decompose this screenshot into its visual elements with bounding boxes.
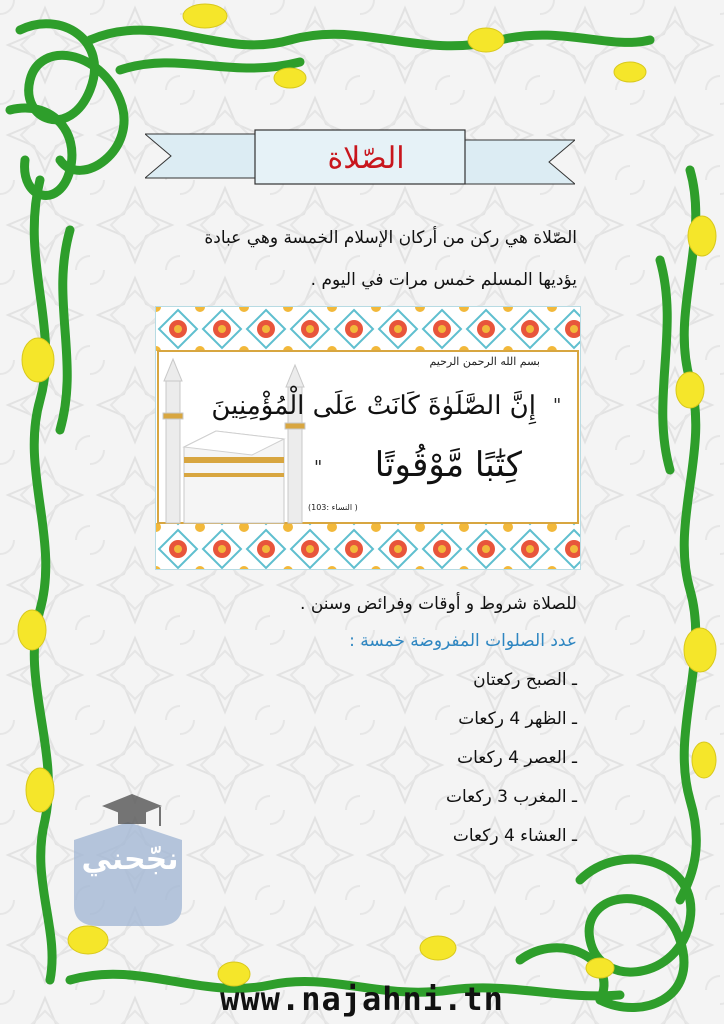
list-item: ـ الظهر 4 ركعات (458, 709, 577, 729)
prayers-list (277, 668, 577, 863)
conditions-line: للصلاة شروط و أوقات وفرائض وسنن . (300, 594, 577, 614)
list-item: ـ العصر 4 ركعات (457, 748, 577, 768)
website-url[interactable]: www.najahni.tn (220, 980, 504, 1018)
prayers-heading: عدد الصلوات المفروضة خمسة : (349, 631, 577, 651)
graduation-cap-icon (102, 794, 162, 826)
kaaba-icon (184, 431, 284, 523)
minaret-right (285, 365, 305, 523)
page-title: الصّلاة (327, 140, 405, 176)
list-item: ـ العشاء 4 ركعات (452, 826, 577, 846)
verse-line-2: كِتَٰبًا مَّوْقُوتًا (374, 445, 522, 485)
verse-line-1: إِنَّ الصَّلَوٰةَ كَانَتْ عَلَى الْمُؤْمِنِينَ (211, 391, 536, 421)
basmala-text: بسم الله الرحمن الرحيم (429, 355, 540, 368)
list-item: ـ الصبح ركعتان (473, 670, 577, 690)
verse-card-illustration (156, 307, 580, 569)
quran-verse-card (155, 306, 581, 570)
intro-line-2: يؤديها المسلم خمس مرات في اليوم . (310, 270, 577, 290)
logo-text: نجّحني (81, 842, 179, 877)
verse-reference: ( النساء :103) (308, 503, 358, 512)
close-quote: " (314, 457, 323, 478)
intro-line-1: الصّلاة هي ركن من أركان الإسلام الخمسة وهي عبادة (204, 228, 577, 248)
open-quote: " (553, 395, 562, 416)
minaret-left (163, 359, 183, 523)
list-item: ـ المغرب 3 ركعات (445, 787, 577, 807)
